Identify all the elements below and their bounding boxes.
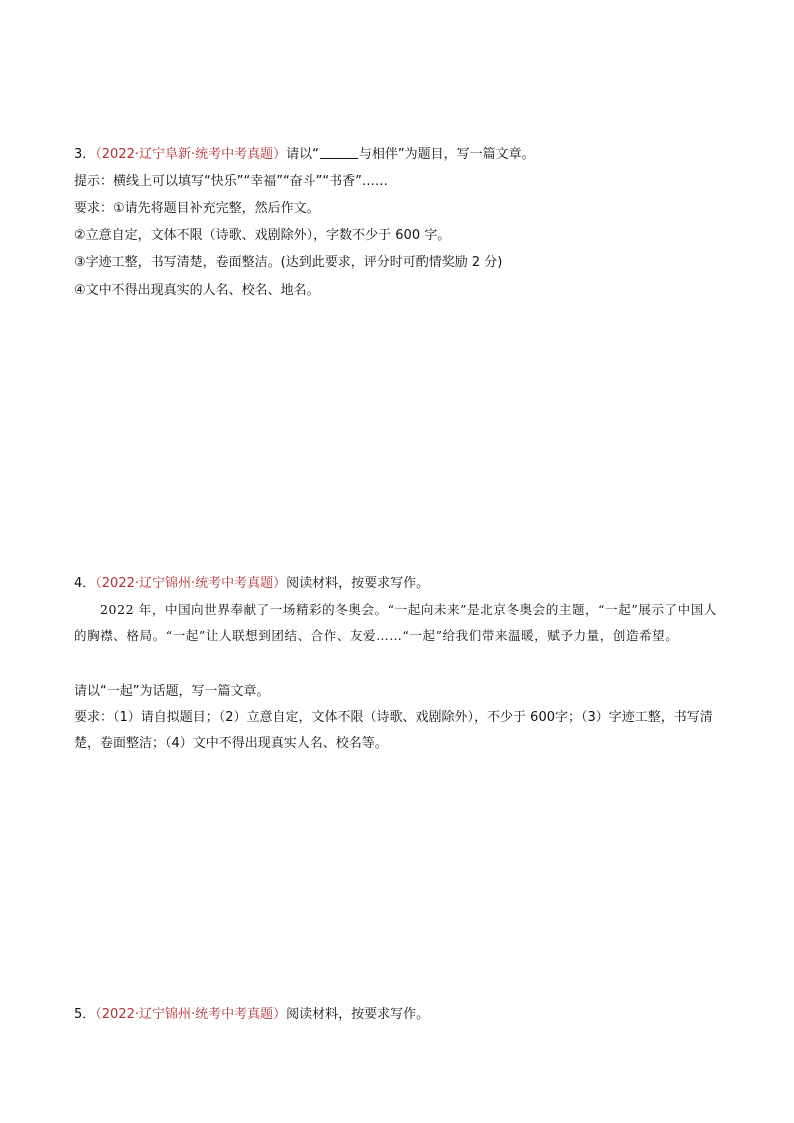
question-3-requirement-4: ④文中不得出现真实的人名、校名、地名。	[74, 283, 320, 298]
question-3-header	[74, 146, 535, 164]
question-4-requirements: 要求：（1）请自拟题目；（2）立意自定，文体不限（诗歌、戏剧除外），不少于 600字；（3）字迹工整，书写清楚，卷面整洁；（4）文中不得出现真实人名、校名等。	[74, 710, 713, 751]
question-5-header	[74, 1006, 429, 1024]
question-3-requirement-3: ③字迹工整，书写清楚，卷面整洁。(达到此要求，评分时可酌情奖励 2 分)	[74, 255, 503, 270]
question-3-requirement-2: ②立意自定，文体不限（诗歌、戏剧除外），字数不少于 600 字。	[74, 228, 451, 243]
question-source: （2022·辽宁阜新·统考中考真题）	[95, 147, 287, 162]
question-3-hint: 提示：横线上可以填写“快乐”“幸福”“奋斗”“书香”……	[74, 174, 388, 189]
question-prompt-start: 请以“	[286, 147, 319, 162]
question-number: 4．	[74, 576, 96, 591]
question-4-material: 2022 年，中国向世界奉献了一场精彩的冬奥会。“一起向未来”是北京冬奥会的主题，“一起”展示了中国人的胸襟、格局。“一起”让人联想到团结、合作、友爱……“一起”给我们带来温暖，赋予力量，创造希望。	[74, 602, 717, 643]
fill-in-blank	[320, 146, 358, 159]
question-3-requirement-1: 要求：①请先将题目补充完整，然后作文。	[74, 201, 320, 216]
question-number: 3．	[74, 147, 96, 162]
question-instruction: 阅读材料，按要求写作。	[286, 576, 430, 591]
question-instruction: 阅读材料，按要求写作。	[286, 1007, 430, 1022]
question-4-topic: 请以“一起”为话题，写一篇文章。	[74, 684, 270, 699]
question-prompt-end: 与相伴”为题目，写一篇文章。	[358, 147, 535, 162]
question-source: （2022·辽宁锦州·统考中考真题）	[95, 576, 287, 591]
question-4-header	[74, 575, 429, 593]
question-number: 5．	[74, 1007, 96, 1022]
question-source: （2022·辽宁锦州·统考中考真题）	[95, 1007, 287, 1022]
